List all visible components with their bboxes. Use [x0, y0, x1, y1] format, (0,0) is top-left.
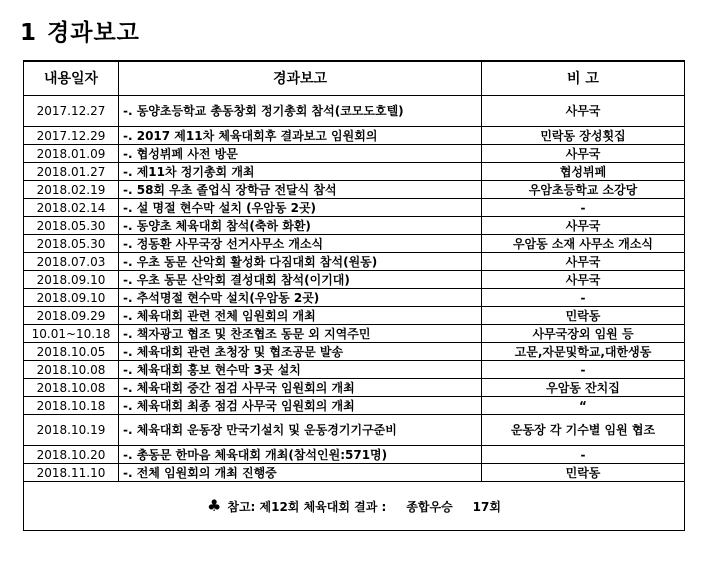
row-content: -. 체육대회 최종 점검 사무국 임원회의 개최 [119, 397, 482, 415]
row-note: 운동장 각 기수별 임원 협조 [482, 415, 685, 446]
row-note: 사무국 [482, 96, 685, 127]
row-note: 우암동 잔치집 [482, 379, 685, 397]
row-note: 사무국 [482, 253, 685, 271]
row-note: 사무국 [482, 145, 685, 163]
row-content: -. 정동환 사무국장 선거사무소 개소식 [119, 235, 482, 253]
row-note: 사무국장외 임원 등 [482, 325, 685, 343]
row-content: -. 체육대회 운동장 만국기설치 및 운동경기기구준비 [119, 415, 482, 446]
row-date: 2018.02.14 [24, 199, 119, 217]
section-title: 경과보고 [47, 20, 140, 46]
header-date: 내용일자 [24, 61, 119, 96]
row-note: - [482, 361, 685, 379]
row-date: 2018.09.10 [24, 289, 119, 307]
table-row [24, 289, 685, 307]
row-date: 2018.10.05 [24, 343, 119, 361]
row-note: 사무국 [482, 271, 685, 289]
page-title [20, 14, 140, 47]
row-note: - [482, 446, 685, 464]
row-note: 협성뷔페 [482, 163, 685, 181]
row-date: 2018.05.30 [24, 217, 119, 235]
table-header-row [24, 61, 685, 96]
club-suit-icon: ♣ [207, 495, 222, 515]
row-content: -. 추석명절 현수막 설치(우암동 2곳) [119, 289, 482, 307]
table-row [24, 415, 685, 446]
table-row [24, 235, 685, 253]
row-date: 2018.09.10 [24, 271, 119, 289]
section-number: 1 [20, 20, 38, 46]
row-date: 2018.10.08 [24, 361, 119, 379]
row-note: 사무국 [482, 217, 685, 235]
row-date: 2018.05.30 [24, 235, 119, 253]
row-date: 2018.09.29 [24, 307, 119, 325]
row-content: -. 동양초등학교 총동창회 정기총회 참석(코모도호텔) [119, 96, 482, 127]
header-note: 비 고 [482, 61, 685, 96]
table-row [24, 217, 685, 235]
row-content: -. 제11차 정기총회 개최 [119, 163, 482, 181]
row-note: 민락동 장성횟집 [482, 127, 685, 145]
table-footer-row [24, 482, 685, 531]
row-content: -. 2017 제11차 체육대회후 결과보고 임원회의 [119, 127, 482, 145]
row-date: 2018.01.27 [24, 163, 119, 181]
row-content: -. 설 명절 현수막 설치 (우암동 2곳) [119, 199, 482, 217]
table-row [24, 343, 685, 361]
row-note: 민락동 [482, 464, 685, 482]
row-date: 2017.12.27 [24, 96, 119, 127]
table-row [24, 271, 685, 289]
row-date: 10.01~10.18 [24, 325, 119, 343]
row-content: -. 전체 임원회의 개최 진행중 [119, 464, 482, 482]
table-row [24, 325, 685, 343]
row-content: -. 체육대회 중간 점검 사무국 임원회의 개최 [119, 379, 482, 397]
table-row [24, 145, 685, 163]
row-note: 민락동 [482, 307, 685, 325]
row-content: -. 우초 동문 산악회 활성화 다짐대회 참석(원동) [119, 253, 482, 271]
row-date: 2018.11.10 [24, 464, 119, 482]
table-row [24, 127, 685, 145]
row-date: 2018.10.08 [24, 379, 119, 397]
table-row [24, 96, 685, 127]
progress-report-table [23, 60, 685, 531]
row-content: -. 우초 동문 산악회 결성대회 참석(이기대) [119, 271, 482, 289]
row-content: -. 책자광고 협조 및 찬조협조 동문 외 지역주민 [119, 325, 482, 343]
row-note: - [482, 289, 685, 307]
table-row [24, 181, 685, 199]
table-row [24, 307, 685, 325]
table-row [24, 397, 685, 415]
row-note: - [482, 199, 685, 217]
footer-result: 종합우승 [406, 499, 453, 514]
row-date: 2018.07.03 [24, 253, 119, 271]
row-note: 우암동 소재 사무소 개소식 [482, 235, 685, 253]
row-note: 우암초등학교 소강당 [482, 181, 685, 199]
row-content: -. 총동문 한마음 체육대회 개최(참석인원:571명) [119, 446, 482, 464]
table-row [24, 199, 685, 217]
row-content: -. 체육대회 관련 초청장 및 협조공문 발송 [119, 343, 482, 361]
table-row [24, 163, 685, 181]
row-note: 고문,자문및학교,대한생동 [482, 343, 685, 361]
table-row [24, 253, 685, 271]
footer-count: 17회 [472, 499, 501, 514]
row-date: 2017.12.29 [24, 127, 119, 145]
table-row [24, 379, 685, 397]
row-date: 2018.01.09 [24, 145, 119, 163]
row-content: -. 협성뷔페 사전 방문 [119, 145, 482, 163]
row-date: 2018.10.18 [24, 397, 119, 415]
table-row [24, 446, 685, 464]
table-row [24, 464, 685, 482]
row-date: 2018.10.19 [24, 415, 119, 446]
table-row [24, 361, 685, 379]
header-content: 경과보고 [119, 61, 482, 96]
row-date: 2018.10.20 [24, 446, 119, 464]
footer-note [24, 482, 685, 531]
row-content: -. 58회 우초 졸업식 장학금 전달식 참석 [119, 181, 482, 199]
row-content: -. 체육대회 홍보 현수막 3곳 설치 [119, 361, 482, 379]
row-content: -. 체육대회 관련 전체 임원회의 개최 [119, 307, 482, 325]
footer-label: 참고: 제12회 체육대회 결과 : [227, 499, 387, 514]
row-note: “ [482, 397, 685, 415]
row-date: 2018.02.19 [24, 181, 119, 199]
row-content: -. 동양초 체육대회 참석(축하 화환) [119, 217, 482, 235]
